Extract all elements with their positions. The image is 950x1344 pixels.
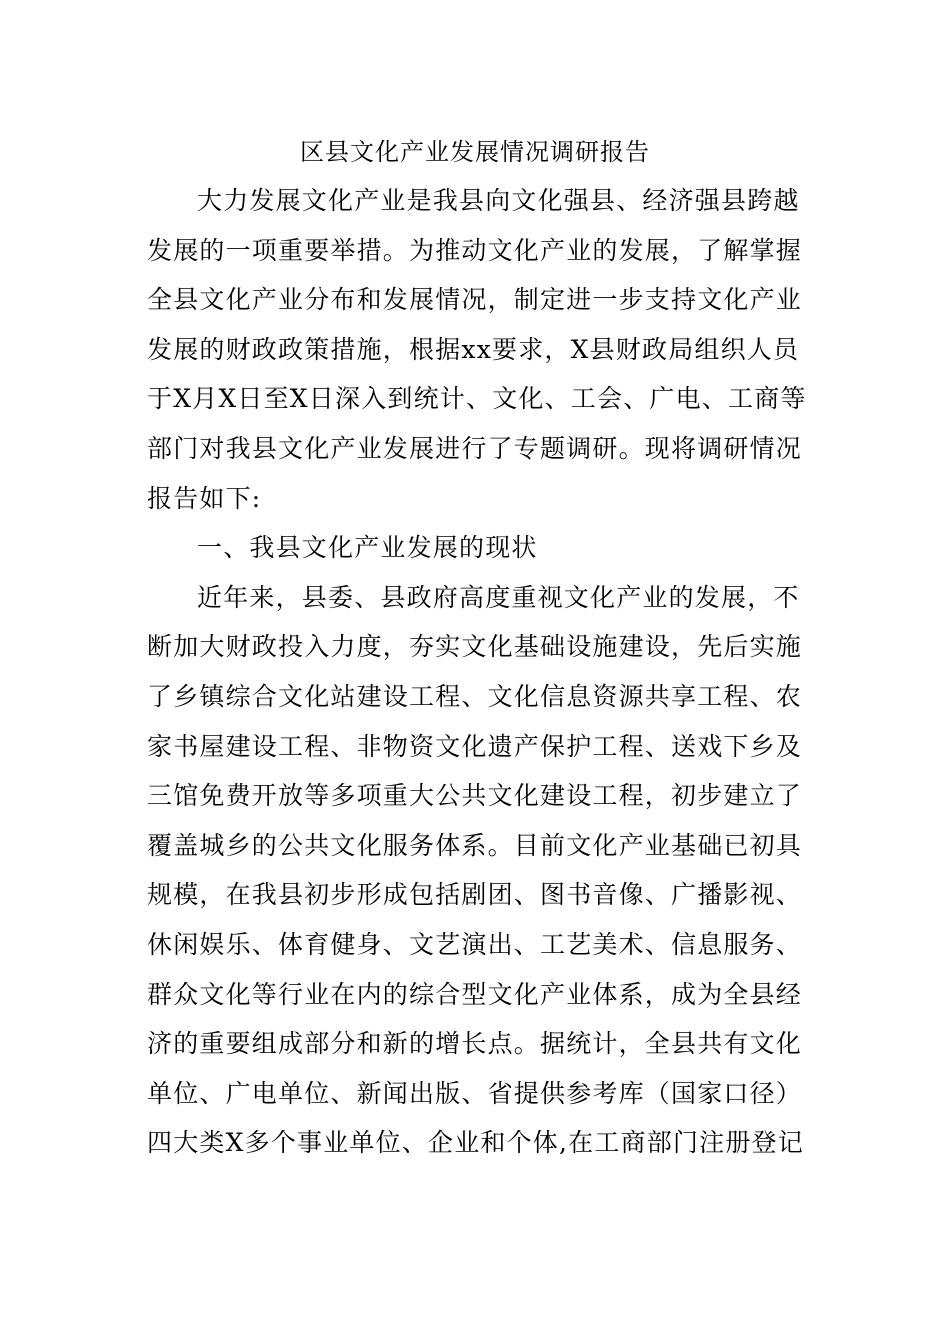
paragraph-line: 家书屋建设工程、非物资文化遗产保护工程、送戏下乡及 (147, 731, 803, 761)
paragraph-line: 报告如下: (147, 483, 262, 513)
paragraph-line: 规模，在我县初步形成包括剧团、图书音像、广播影视、 (147, 880, 803, 910)
paragraph-line: 休闲娱乐、体育健身、文艺演出、工艺美术、信息服务、 (147, 929, 803, 959)
paragraph-line: 全县文化产业分布和发展情况，制定进一步支持文化产业 (147, 285, 803, 315)
section-heading: 一、我县文化产业发展的现状 (197, 533, 538, 563)
paragraph-line: 发展的一项重要举措。为推动文化产业的发展，了解掌握 (147, 235, 803, 265)
paragraph-line: 部门对我县文化产业发展进行了专题调研。现将调研情况 (147, 433, 803, 463)
paragraph-line: 断加大财政投入力度，夯实文化基础设施建设，先后实施 (147, 632, 803, 662)
paragraph-line: 于X月X日至X日深入到统计、文化、工会、广电、工商等 (147, 384, 807, 414)
paragraph-line: 大力发展文化产业是我县向文化强县、经济强县跨越 (197, 186, 800, 215)
paragraph-line: 近年来，县委、县政府高度重视文化产业的发展，不 (197, 582, 800, 612)
paragraph-line: 四大类X多个事业单位、企业和个体,在工商部门注册登记 (147, 1128, 804, 1158)
paragraph-line: 济的重要组成部分和新的增长点。据统计，全县共有文化 (147, 1029, 803, 1059)
paragraph-line: 覆盖城乡的公共文化服务体系。目前文化产业基础已初具 (147, 830, 803, 860)
paragraph-line: 发展的财政政策措施，根据xx要求，X县财政局组织人员 (147, 334, 800, 364)
paragraph-line: 三馆免费开放等多项重大公共文化建设工程，初步建立了 (147, 781, 803, 811)
document-body (147, 176, 807, 1168)
paragraph-line: 了乡镇综合文化站建设工程、文化信息资源共享工程、农 (147, 681, 803, 711)
document-title: 区县文化产业发展情况调研报告 (300, 138, 650, 166)
paragraph-line: 单位、广电单位、新闻出版、省提供参考库（国家口径） (147, 1078, 803, 1108)
paragraph-line: 群众文化等行业在内的综合型文化产业体系，成为全县经 (147, 979, 803, 1009)
